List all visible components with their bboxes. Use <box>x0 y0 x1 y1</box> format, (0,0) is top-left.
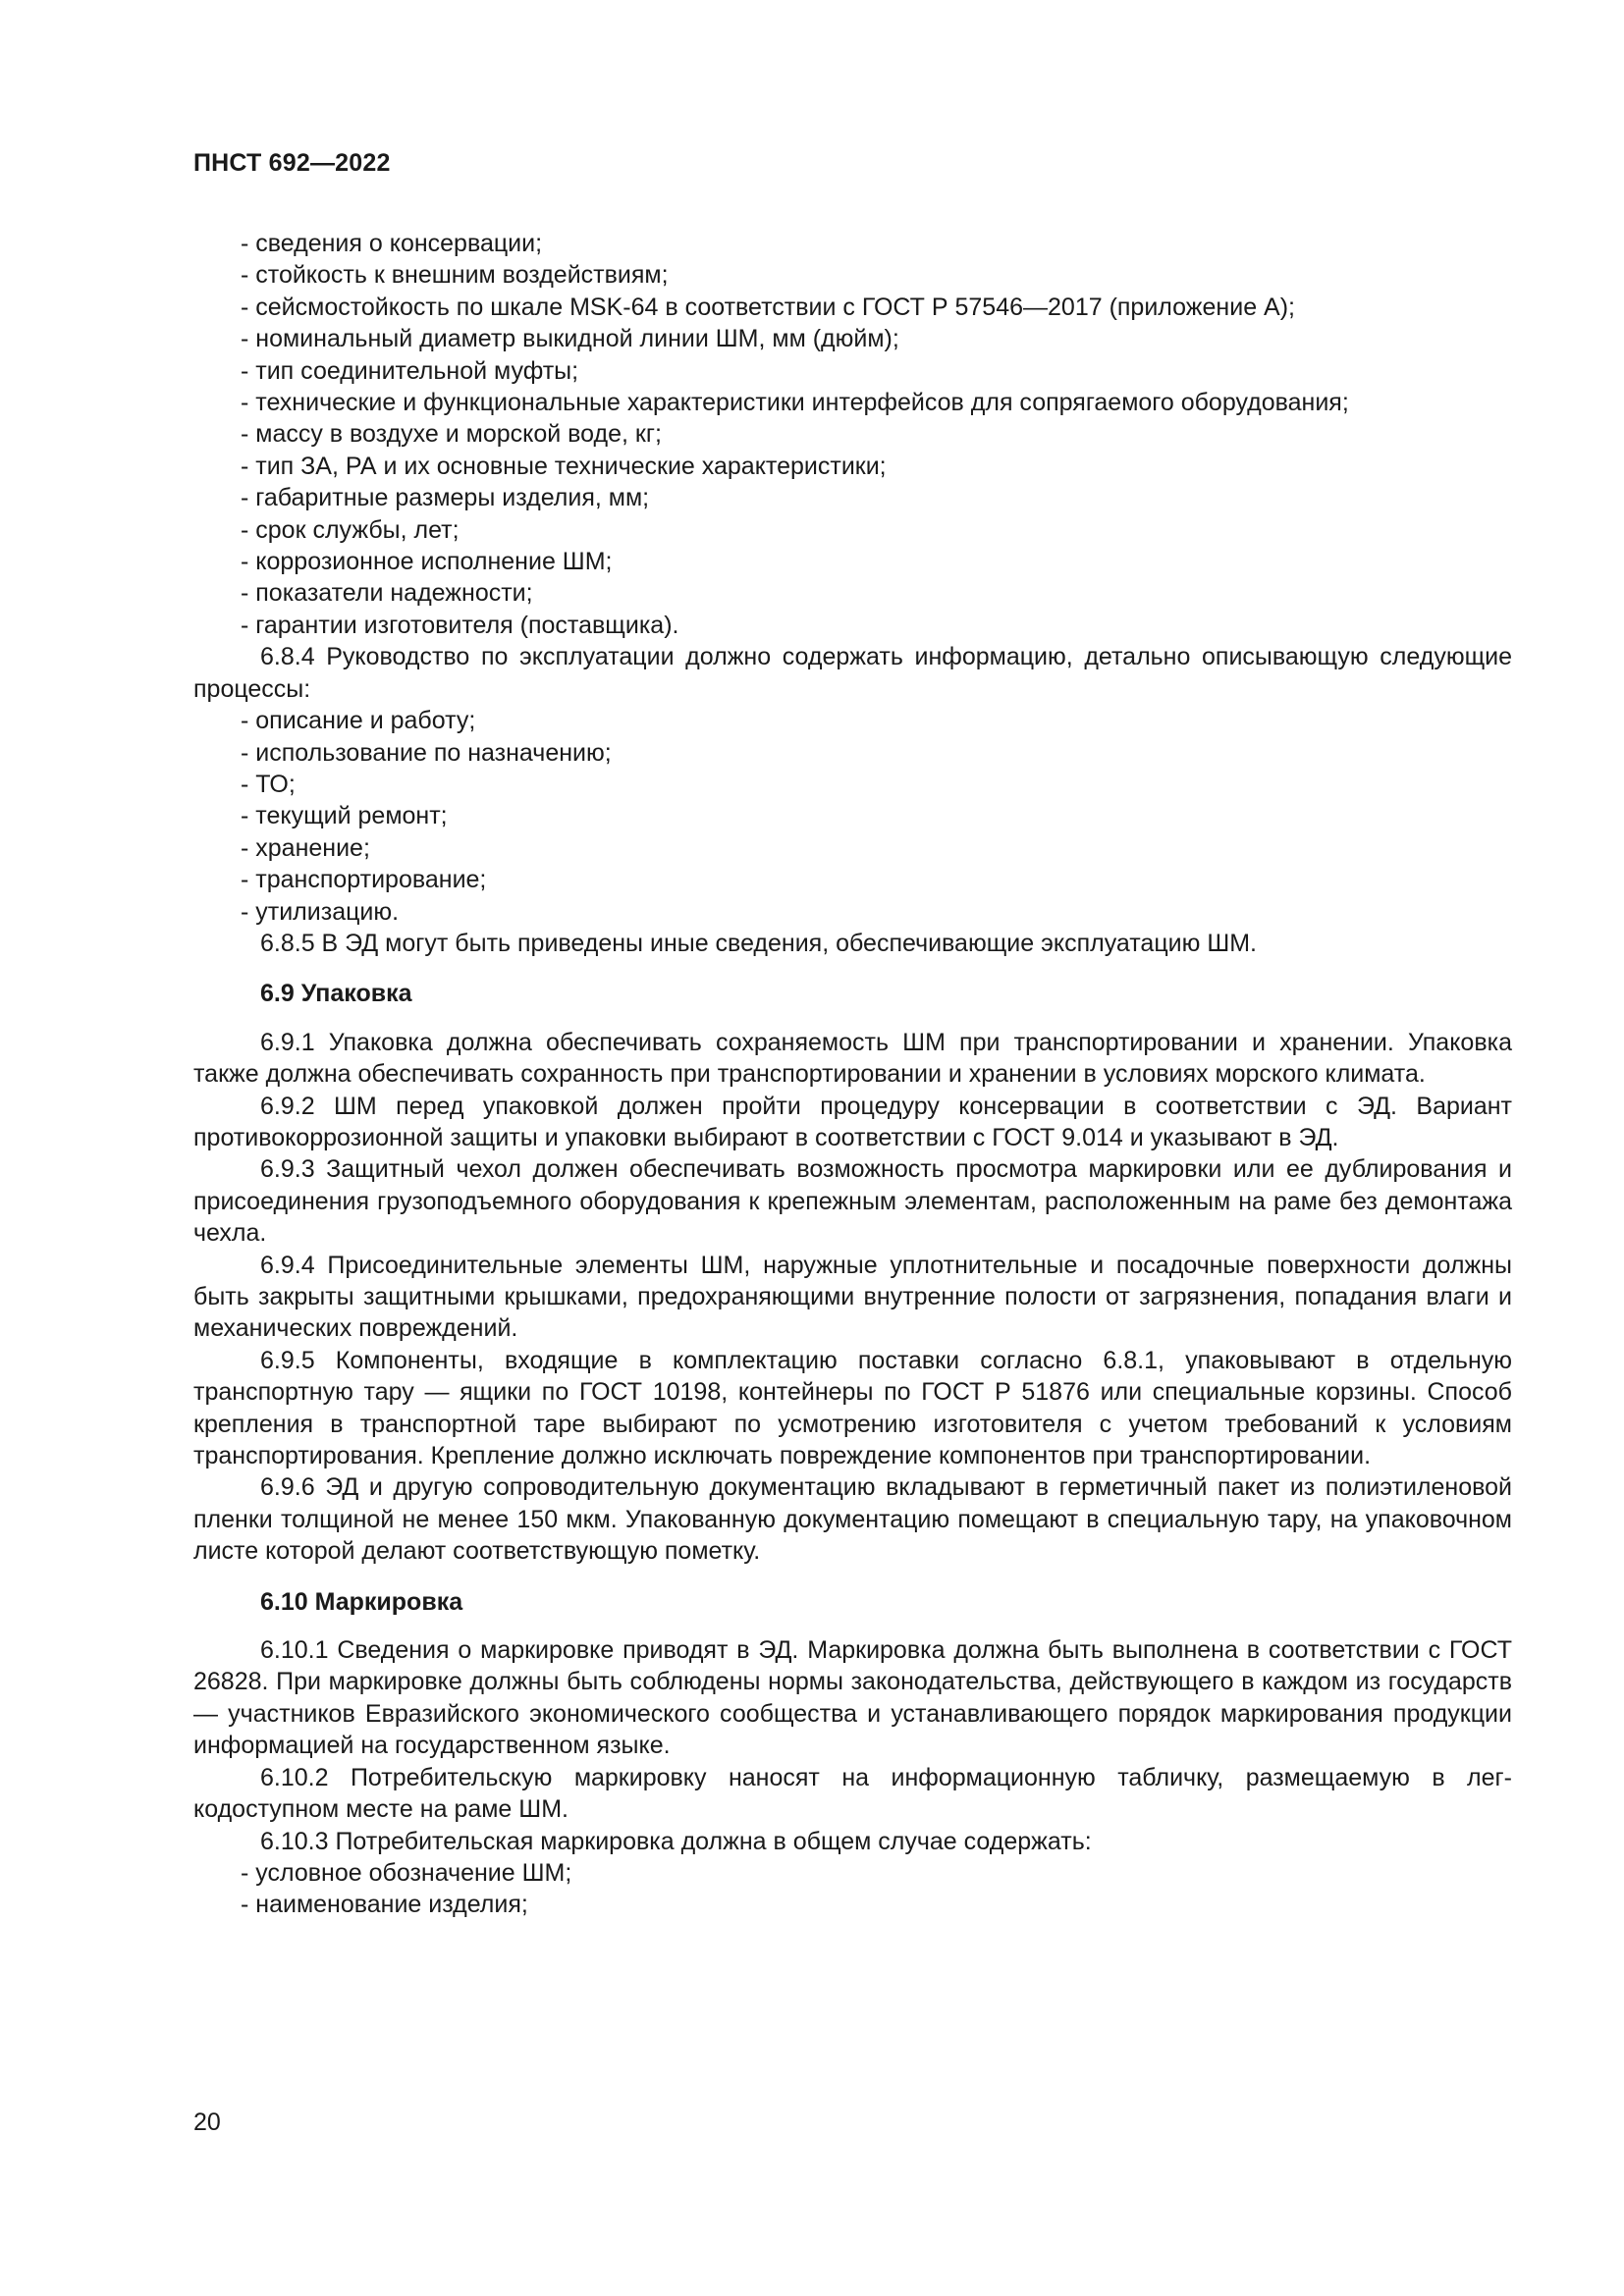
list-item: - утилизацию. <box>241 897 400 926</box>
section-heading-packaging: 6.9 Упаковка <box>260 980 412 1008</box>
page-number: 20 <box>193 2109 221 2136</box>
list-item: - транспортирование; <box>241 866 487 894</box>
list-item: - использование по назначению; <box>241 738 612 767</box>
paragraph-6-10-3: 6.10.3 Потребительская маркировка должна в общем случае содержать: <box>260 1827 1092 1855</box>
page-body <box>193 228 1512 1921</box>
document-header: ПНСТ 692—2022 <box>193 149 391 177</box>
list-item: - гарантии изготовителя (поставщика). <box>241 611 679 639</box>
list-item: - срок службы, лет; <box>241 515 460 544</box>
list-item: - наименование изделия; <box>241 1891 528 1919</box>
paragraph-6-10-2: 6.10.2 Потребительскую маркировку наносят на информационную табличку, размещаемую в легкодоступном месте на раме ШМ. <box>193 1763 1512 1824</box>
list-item: - сейсмостойкость по шкале MSK-64 в соответствии с ГОСТ Р 57546—2017 (приложение А); <box>241 293 1295 321</box>
paragraph-6-9-5: 6.9.5 Компоненты, входящие в комплектацию поставки согласно 6.8.1, упаковывают в отдельную транспортную тару — ящики по ГОСТ 10198, контейнеры по ГОСТ Р 51876 или специальные корзины. Способ крепления в транспортной таре выбирают по усмотрению изготовителя с учетом требований к условиям транспортирования. Крепление должно исключать повреждение компонентов при транспортировании. <box>193 1346 1512 1470</box>
list-item: - тип ЗА, РА и их основные технические характеристики; <box>241 452 887 480</box>
marking-list <box>193 1857 1512 1921</box>
list-item: - технические и функциональные характеристики интерфейсов для сопрягаемого оборудования; <box>241 389 1349 417</box>
list-item: - ТО; <box>241 770 296 798</box>
paragraph-6-8-4: 6.8.4 Руководство по эксплуатации должно содержать информацию, детально описывающую следующие процессы: <box>193 643 1512 703</box>
list-item: - показатели надежности; <box>241 579 533 608</box>
paragraph-6-9-2: 6.9.2 ШМ перед упаковкой должен пройти процедуру консервации в соответствии с ЭД. Вариант противокоррозионной защиты и упаковки выбирают в соответствии с ГОСТ 9.014 и указывают в ЭД. <box>193 1092 1512 1151</box>
paragraph-6-9-4: 6.9.4 Присоединительные элементы ШМ, наружные уплотнительные и посадочные поверхности должны быть закрыты защитными крышками, предохраняющими внутренние полости от загрязнения, попадания влаги и механических повреждений. <box>193 1251 1512 1343</box>
section-heading-marking: 6.10 Маркировка <box>260 1587 463 1616</box>
list-item: - габаритные размеры изделия, мм; <box>241 484 650 512</box>
list-item: - текущий ремонт; <box>241 802 448 830</box>
paragraph-6-9-6: 6.9.6 ЭД и другую сопроводительную документацию вкладывают в герметичный пакет из полиэтиленовой пленки толщиной не менее 150 мкм. Упакованную документацию помещают в специальную тару, на упаковочном листе которой делают соответствующую пометку. <box>193 1473 1512 1566</box>
paragraph-6-9-1: 6.9.1 Упаковка должна обеспечивать сохраняемость ШМ при транспортировании и хранении. Упаковка также должна обеспечивать сохранность при транспортировании и хранении в условиях морского климата. <box>193 1028 1512 1089</box>
list-item: - хранение; <box>241 833 370 862</box>
paragraph-6-9-3: 6.9.3 Защитный чехол должен обеспечивать возможность просмотра маркировки или ее дублирования и присоединения грузоподъемного оборудования к крепежным элементам, расположенным на раме без демонтажа чехла. <box>193 1155 1512 1248</box>
list-item: - тип соединительной муфты; <box>241 356 579 385</box>
list-item: - сведения о консервации; <box>241 230 543 257</box>
list-item: - массу в воздухе и морской воде, кг; <box>241 420 662 449</box>
list-item: - коррозионное исполнение ШМ; <box>241 548 613 576</box>
list-item: - стойкость к внешним воздействиям; <box>241 261 669 290</box>
list-item: - номинальный диаметр выкидной линии ШМ, мм (дюйм); <box>241 325 899 353</box>
paragraph-6-10-1: 6.10.1 Сведения о маркировке приводят в ЭД. Маркировка должна быть выполнена в соответствии с ГОСТ 26828. При маркировке должны быть соблюдены нормы законодательства, действующего в каждом из государств — участников Евразийского экономического сообщества и устанавливающего порядок маркирования продукции информацией на государственном языке. <box>193 1636 1512 1760</box>
list-item: - описание и работу; <box>241 707 476 735</box>
process-list <box>193 705 1512 928</box>
spec-list <box>193 228 1512 641</box>
list-item: - условное обозначение ШМ; <box>241 1858 572 1887</box>
paragraph-6-8-5: 6.8.5 В ЭД могут быть приведены иные сведения, обеспечивающие эксплуатацию ШМ. <box>260 929 1258 957</box>
